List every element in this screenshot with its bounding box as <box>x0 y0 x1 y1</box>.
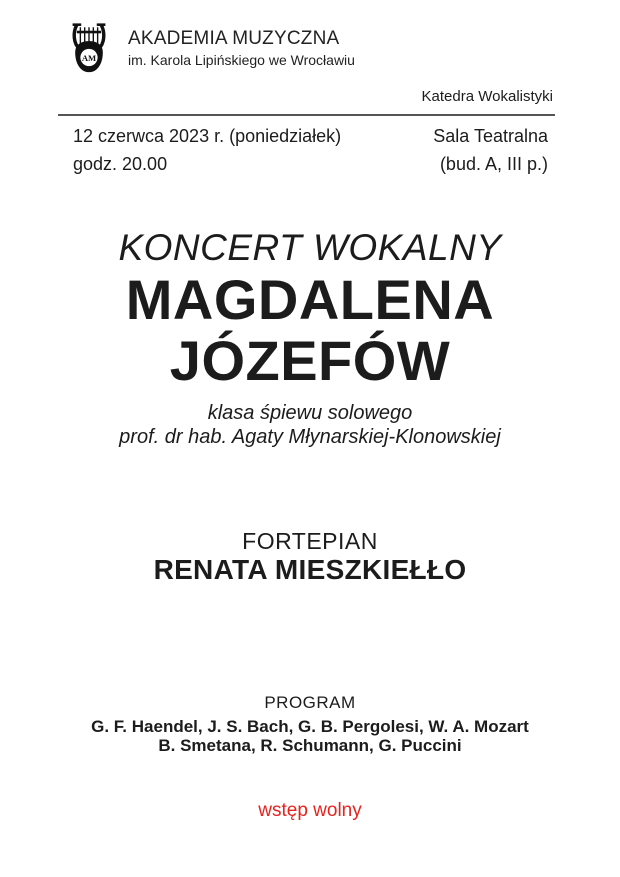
concert-type-title: KONCERT WOKALNY <box>118 227 502 268</box>
performer-name-line2: JÓZEFÓW <box>169 329 451 392</box>
admission-note: wstęp wolny <box>258 800 362 821</box>
class-info <box>0 401 620 449</box>
event-venue: Sala Teatralna <box>433 126 548 146</box>
event-venue-detail: (bud. A, III p.) <box>439 154 548 174</box>
event-info <box>0 122 620 178</box>
program-composers-line1: G. F. Haendel, J. S. Bach, G. B. Pergolesi, W. A. Mozart <box>91 717 529 736</box>
program-heading: PROGRAM <box>264 693 356 712</box>
header-divider <box>58 114 555 116</box>
event-info-row-1 <box>73 122 548 150</box>
class-info-line1: klasa śpiewu solowego <box>207 402 413 424</box>
performer-name <box>0 269 620 391</box>
event-time: godz. 20.00 <box>73 154 168 174</box>
instrument-label: FORTEPIAN <box>242 528 378 554</box>
program-composers-line2: B. Smetana, R. Schumann, G. Puccini <box>158 736 462 755</box>
event-info-row-2 <box>73 150 548 178</box>
institution-wordmark <box>128 29 355 67</box>
pianist-name: RENATA MIESZKIEŁŁO <box>153 554 467 585</box>
institution-header <box>0 20 620 76</box>
logo-monogram: AM <box>81 52 97 63</box>
event-date: 12 czerwca 2023 r. (poniedziałek) <box>73 126 342 146</box>
program-composers <box>0 717 620 755</box>
institution-subtitle: im. Karola Lipińskiego we Wrocławiu <box>128 52 355 68</box>
class-info-line2: prof. dr hab. Agaty Młynarskiej-Klonowskiej <box>119 426 501 448</box>
institution-name: AKADEMIA MUZYCZNA <box>128 28 340 49</box>
department-label: Katedra Wokalistyki <box>421 88 553 105</box>
performer-name-line1: MAGDALENA <box>125 268 495 331</box>
lyre-logo-icon <box>70 20 108 76</box>
